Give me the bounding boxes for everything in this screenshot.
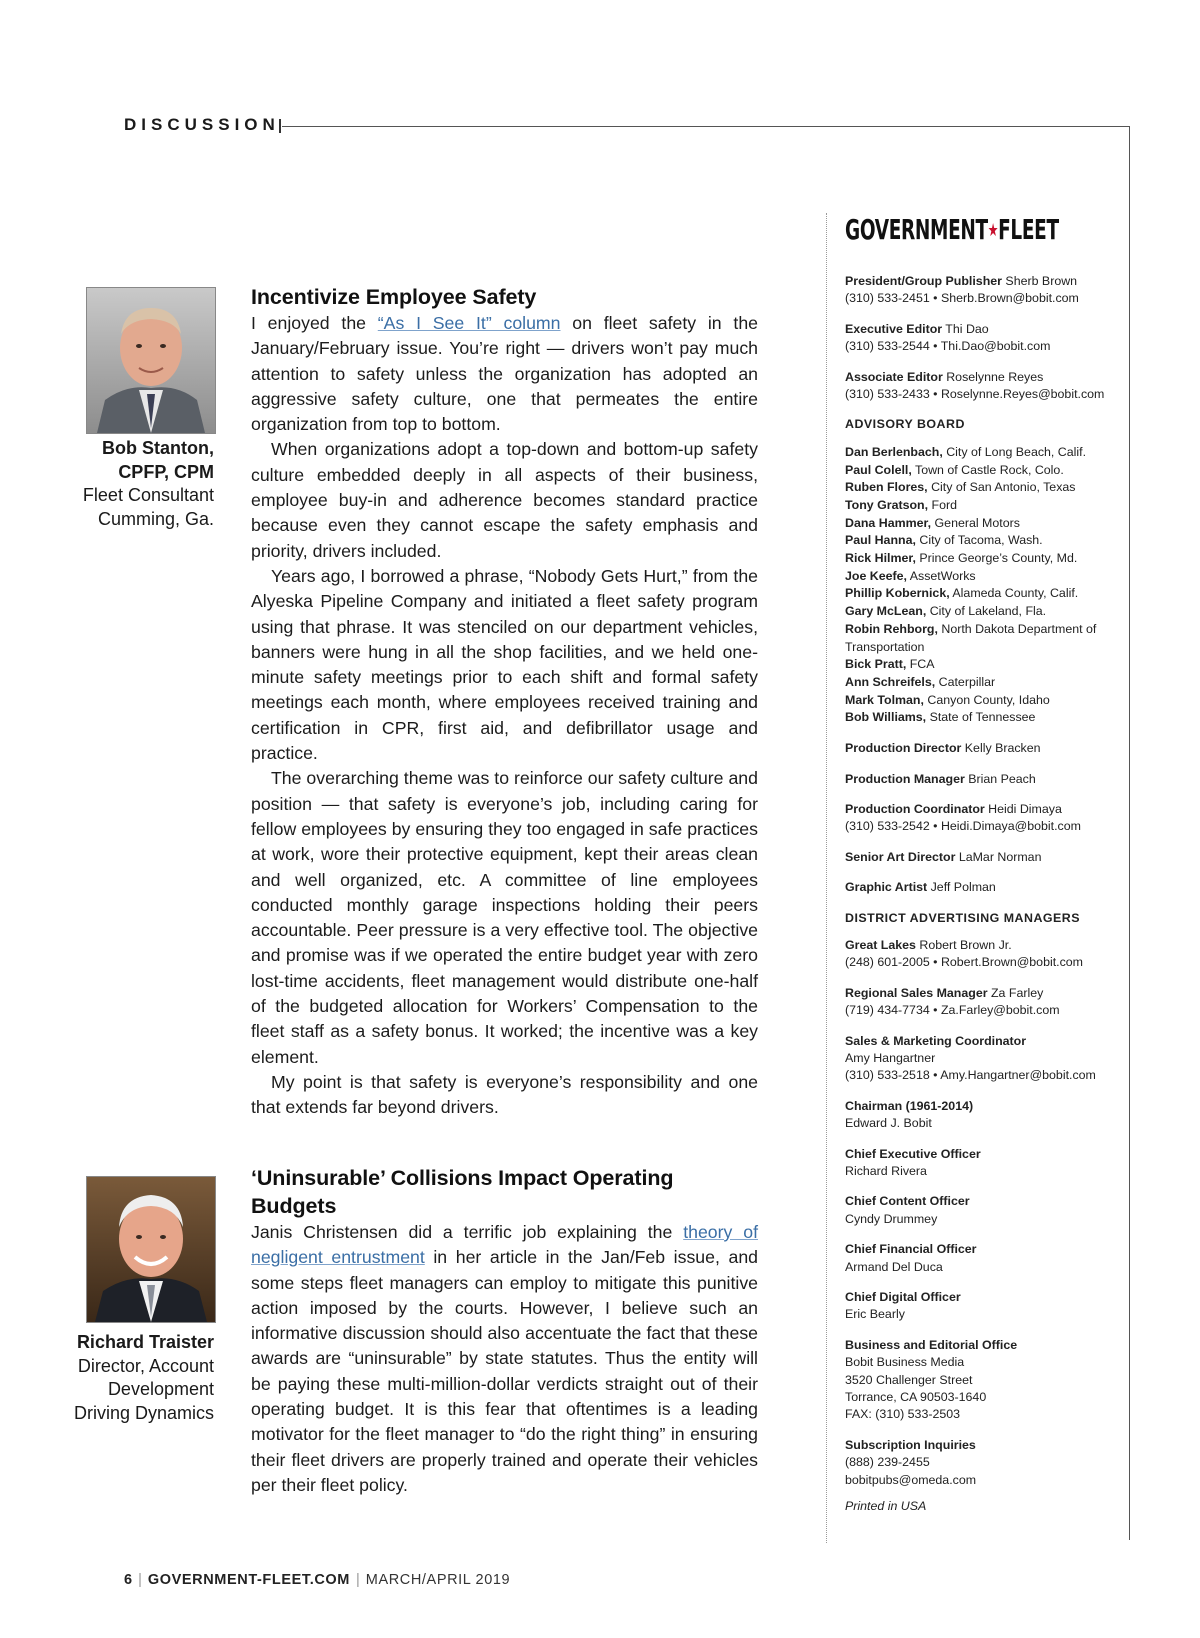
staff-name: Amy Hangartner [845, 1050, 936, 1065]
advisory-board-member [845, 444, 1125, 462]
paragraph [251, 1220, 758, 1498]
printed-in-usa: Printed in USA [845, 1499, 927, 1514]
advisory-board-member [845, 674, 1125, 692]
advisory-board-member [845, 497, 1125, 515]
member-name: Paul Colell, [845, 462, 912, 477]
district-advertising-heading: DISTRICT ADVERTISING MANAGERS [845, 910, 1081, 925]
author-company: Driving Dynamics [73, 1402, 214, 1423]
advisory-board-heading: ADVISORY BOARD [845, 417, 965, 432]
staff-role: Regional Sales Manager [845, 985, 988, 1000]
footer-separator: | [355, 1572, 360, 1588]
member-organization: City of Tacoma, Wash. [915, 533, 1043, 548]
author-photo-richard-traister [86, 1176, 216, 1323]
staff-role: Chief Digital Officer [845, 1290, 961, 1305]
staff-name: Brian Peach [964, 771, 1036, 786]
staff-contact: (310) 533-2544 • Thi.Dao@bobit.com [845, 339, 1051, 354]
member-name: Ruben Flores, [845, 480, 928, 495]
staff-sales-marketing [845, 1033, 1125, 1085]
logo-text: FLEET [998, 213, 1059, 246]
author-block-bob-stanton [60, 437, 214, 531]
member-name: Phillip Kobernick, [845, 586, 950, 601]
author-credentials: CPFP, CPM [118, 461, 214, 482]
member-name: Gary McLean, [845, 604, 927, 619]
masthead-divider [826, 213, 827, 1543]
advisory-board-member [845, 479, 1125, 497]
staff-production-director [845, 740, 1125, 757]
member-name: Bick Pratt, [845, 657, 907, 672]
staff-role: Chief Executive Officer [845, 1146, 981, 1161]
advisory-board-member [845, 621, 1125, 656]
staff-role: President/Group Publisher [845, 274, 1002, 288]
staff-publisher [845, 273, 1125, 308]
staff-role: Senior Art Director [845, 849, 956, 864]
staff-role: Chief Content Officer [845, 1194, 970, 1209]
staff-name: Sherb Brown [1001, 274, 1078, 288]
masthead [845, 212, 1125, 1516]
right-rule [1129, 126, 1130, 1540]
text-run: I enjoyed the [251, 313, 378, 333]
staff-contact: (310) 533-2542 • Heidi.Dimaya@bobit.com [845, 819, 1081, 834]
author-block-richard-traister [60, 1331, 214, 1425]
star-icon: ★ [987, 220, 999, 241]
logo-text: GOVERNMENT [845, 213, 988, 246]
headline: ‘Uninsurable’ Collisions Impact Operating Budgets [251, 1166, 674, 1218]
paragraph: My point is that safety is everyone’s responsibility and one that extends far beyond drivers. [251, 1071, 758, 1118]
advisory-board-member [845, 692, 1125, 710]
government-fleet-logo [845, 212, 1059, 248]
staff-role: Production Coordinator [845, 801, 985, 816]
member-organization: Town of Castle Rock, Colo. [911, 462, 1064, 477]
address-line: 3520 Challenger Street [845, 1372, 973, 1387]
staff-ceo [845, 1146, 1125, 1181]
negligent-entrustment-link[interactable]: theory of negligent entrustment [251, 1222, 758, 1268]
advisory-board-member [845, 585, 1125, 603]
member-organization: City of San Antonio, Texas [927, 480, 1076, 495]
advisory-board-member [845, 709, 1125, 727]
staff-name: Kelly Bracken [961, 741, 1041, 756]
staff-name: Roselynne Reyes [942, 369, 1044, 384]
staff-senior-art-director [845, 849, 1125, 866]
staff-name: Cyndy Drummey [845, 1211, 938, 1226]
page-number: 6 [124, 1572, 133, 1588]
member-organization: Caterpillar [935, 674, 996, 689]
member-name: Tony Gratson, [845, 497, 929, 512]
paragraph [251, 311, 758, 437]
paragraph: Years ago, I borrowed a phrase, “Nobody Gets Hurt,” from the Alyeska Pipeline Company and initiated a fleet safety program using that phrase. It was stenciled on our department vehicles, banners were hung in all the shop facilities, and we held one-minute safety meetings prior to each shift and formal safety meetings each month, where employees received training and certification in CPR, first aid, and defibrillator usage and practice. [251, 565, 758, 764]
staff-role: Subscription Inquiries [845, 1437, 976, 1452]
subscription-inquiries [845, 1437, 1125, 1489]
staff-role: Associate Editor [845, 369, 943, 384]
staff-cco [845, 1193, 1125, 1228]
staff-contact: (310) 533-2518 • Amy.Hangartner@bobit.com [845, 1068, 1096, 1083]
paragraph: When organizations adopt a top-down and bottom-up safety culture embedded deeply in all aspects of their business, employee buy-in and adherence becomes standard practice because even they cannot escape the safety emphasis and priority, drivers included. [251, 439, 758, 561]
letter-uninsurable-collisions [251, 1164, 758, 1498]
staff-associate-editor [845, 369, 1125, 404]
staff-graphic-artist [845, 879, 1125, 896]
subscription-email[interactable]: bobitpubs@omeda.com [845, 1472, 977, 1487]
staff-role: Business and Editorial Office [845, 1337, 1018, 1352]
member-organization: City of Lakeland, Fla. [926, 604, 1047, 619]
staff-name: Armand Del Duca [845, 1259, 943, 1274]
advisory-board-member [845, 550, 1125, 568]
member-name: Dana Hammer, [845, 515, 932, 530]
member-name: Ann Schreifels, [845, 674, 936, 689]
member-organization: City of Long Beach, Calif. [942, 444, 1087, 459]
member-organization: Ford [928, 497, 957, 512]
staff-role: Production Director [845, 741, 962, 756]
advisory-board-member [845, 515, 1125, 533]
staff-role: Sales & Marketing Coordinator [845, 1033, 1027, 1048]
address-line: FAX: (310) 533-2503 [845, 1407, 961, 1422]
footer-separator: | [138, 1572, 142, 1588]
member-organization: Prince George’s County, Md. [915, 551, 1078, 566]
author-title: Director, Account [77, 1355, 214, 1376]
member-organization: FCA [906, 657, 935, 672]
staff-role: Graphic Artist [845, 880, 928, 895]
author-location: Cumming, Ga. [97, 508, 214, 529]
staff-production-coordinator [845, 801, 1125, 836]
member-name: Bob Williams, [845, 710, 927, 725]
paragraph: The overarching theme was to reinforce our safety culture and position — that safety is everyone’s job, including caring for fellow employees by ensuring they too engaged in safe practices at work, wore their protective equipment, kept their areas clean and well organized, etc. A committee of line employees conducted monthly garage inspections holding their peers accountable. Peer pressure is a very effective tool. The objective and promise was if we operated the entire budget year with zero lost-time accidents, fleet management would distribute one-half of the budgeted allocation for Workers’ Compensation to the fleet staff as a safety bonus. It worked; the incentive was a key element. [251, 768, 758, 1067]
staff-role: Executive Editor [845, 321, 943, 336]
member-organization: AssetWorks [906, 568, 976, 583]
as-i-see-it-column-link[interactable]: “As I See It” column [377, 313, 561, 333]
address-line: Torrance, CA 90503-1640 [845, 1390, 987, 1405]
advisory-board-member [845, 656, 1125, 674]
author-name: Richard Traister [76, 1332, 214, 1352]
staff-contact: (310) 533-2433 • Roselynne.Reyes@bobit.com [845, 387, 1105, 402]
member-organization: Alameda County, Calif. [949, 586, 1079, 601]
member-organization: General Motors [931, 515, 1020, 530]
section-label: DISCUSSION [124, 115, 280, 134]
staff-name: Robert Brown Jr. [915, 937, 1012, 952]
header-tick-divider [279, 119, 281, 133]
member-name: Joe Keefe, [845, 568, 907, 583]
staff-role: Great Lakes [845, 937, 916, 952]
member-name: Rick Hilmer, [845, 551, 916, 566]
headline: Incentivize Employee Safety [251, 285, 537, 309]
member-name: Dan Berlenbach, [845, 444, 943, 459]
staff-name: Richard Rivera [845, 1164, 927, 1178]
staff-role: Chairman (1961-2014) [845, 1098, 974, 1113]
advisory-board-member [845, 462, 1125, 480]
staff-production-manager [845, 771, 1125, 788]
staff-cdo [845, 1289, 1125, 1324]
staff-name: Thi Dao [942, 321, 989, 336]
staff-chairman [845, 1098, 1125, 1133]
staff-contact: (248) 601-2005 • Robert.Brown@bobit.com [845, 955, 1084, 970]
author-title: Development [107, 1379, 214, 1399]
staff-regional-sales [845, 985, 1125, 1020]
staff-name: Edward J. Bobit [845, 1116, 932, 1131]
staff-cfo [845, 1241, 1125, 1276]
subscription-phone: (888) 239-2455 [845, 1455, 930, 1470]
member-organization: State of Tennessee [926, 710, 1036, 725]
author-photo-bob-stanton [86, 287, 216, 434]
text-run: on fleet safety in the January/February issue. You’re right — drivers won’t pay much attention to safety unless the organization has adopted an aggressive safety culture, one that permeates the entire organization from top to bottom. [251, 313, 758, 435]
advisory-board-member [845, 603, 1125, 621]
text-run: Janis Christensen did a terrific job explaining the [251, 1222, 684, 1242]
staff-name: Za Farley [987, 985, 1044, 1000]
staff-name: Jeff Polman [927, 880, 996, 895]
staff-great-lakes [845, 937, 1125, 972]
issue-date: MARCH/APRIL 2019 [365, 1572, 511, 1588]
page-footer [124, 1572, 510, 1588]
text-run: in her article in the Jan/Feb issue, and some steps fleet managers can employ to mitigate this punitive action imposed by the courts. However, I believe such an informative discussion should also accentuate the fact that these awards are “uninsurable” by state statutes. Thus the entity will be paying these multi-million-dollar verdicts straight out of their operating budget. It is this fear that oftentimes is a leading motivator for the fleet manager to “do the right thing” in ensuring their fleet drivers are properly trained and operate their vehicles per their fleet policy. [251, 1247, 758, 1495]
member-organization: North Dakota Department of Transportation [845, 621, 1097, 654]
author-title: Fleet Consultant [82, 485, 214, 505]
member-name: Mark Tolman, [845, 692, 924, 707]
advisory-board-member [845, 532, 1125, 550]
staff-name: Eric Bearly [845, 1307, 905, 1322]
address-line: Bobit Business Media [845, 1355, 965, 1370]
member-organization: Canyon County, Idaho [923, 692, 1050, 707]
staff-contact: (310) 533-2451 • Sherb.Brown@bobit.com [845, 291, 1079, 306]
staff-executive-editor [845, 321, 1125, 356]
advisory-board-member [845, 568, 1125, 586]
author-name: Bob Stanton, [102, 438, 214, 458]
footer-site-link[interactable]: GOVERNMENT-FLEET.COM [147, 1572, 350, 1588]
staff-role: Chief Financial Officer [845, 1242, 977, 1257]
business-editorial-office [845, 1337, 1125, 1424]
member-name: Robin Rehborg, [845, 621, 938, 636]
staff-role: Production Manager [845, 771, 965, 786]
staff-name: LaMar Norman [955, 849, 1042, 864]
member-name: Paul Hanna, [845, 533, 916, 548]
letter-incentivize-employee-safety [251, 283, 758, 1121]
header-rule [282, 126, 1130, 127]
staff-name: Heidi Dimaya [984, 801, 1062, 816]
advisory-board-list [845, 444, 1125, 727]
staff-contact: (719) 434-7734 • Za.Farley@bobit.com [845, 1003, 1060, 1018]
